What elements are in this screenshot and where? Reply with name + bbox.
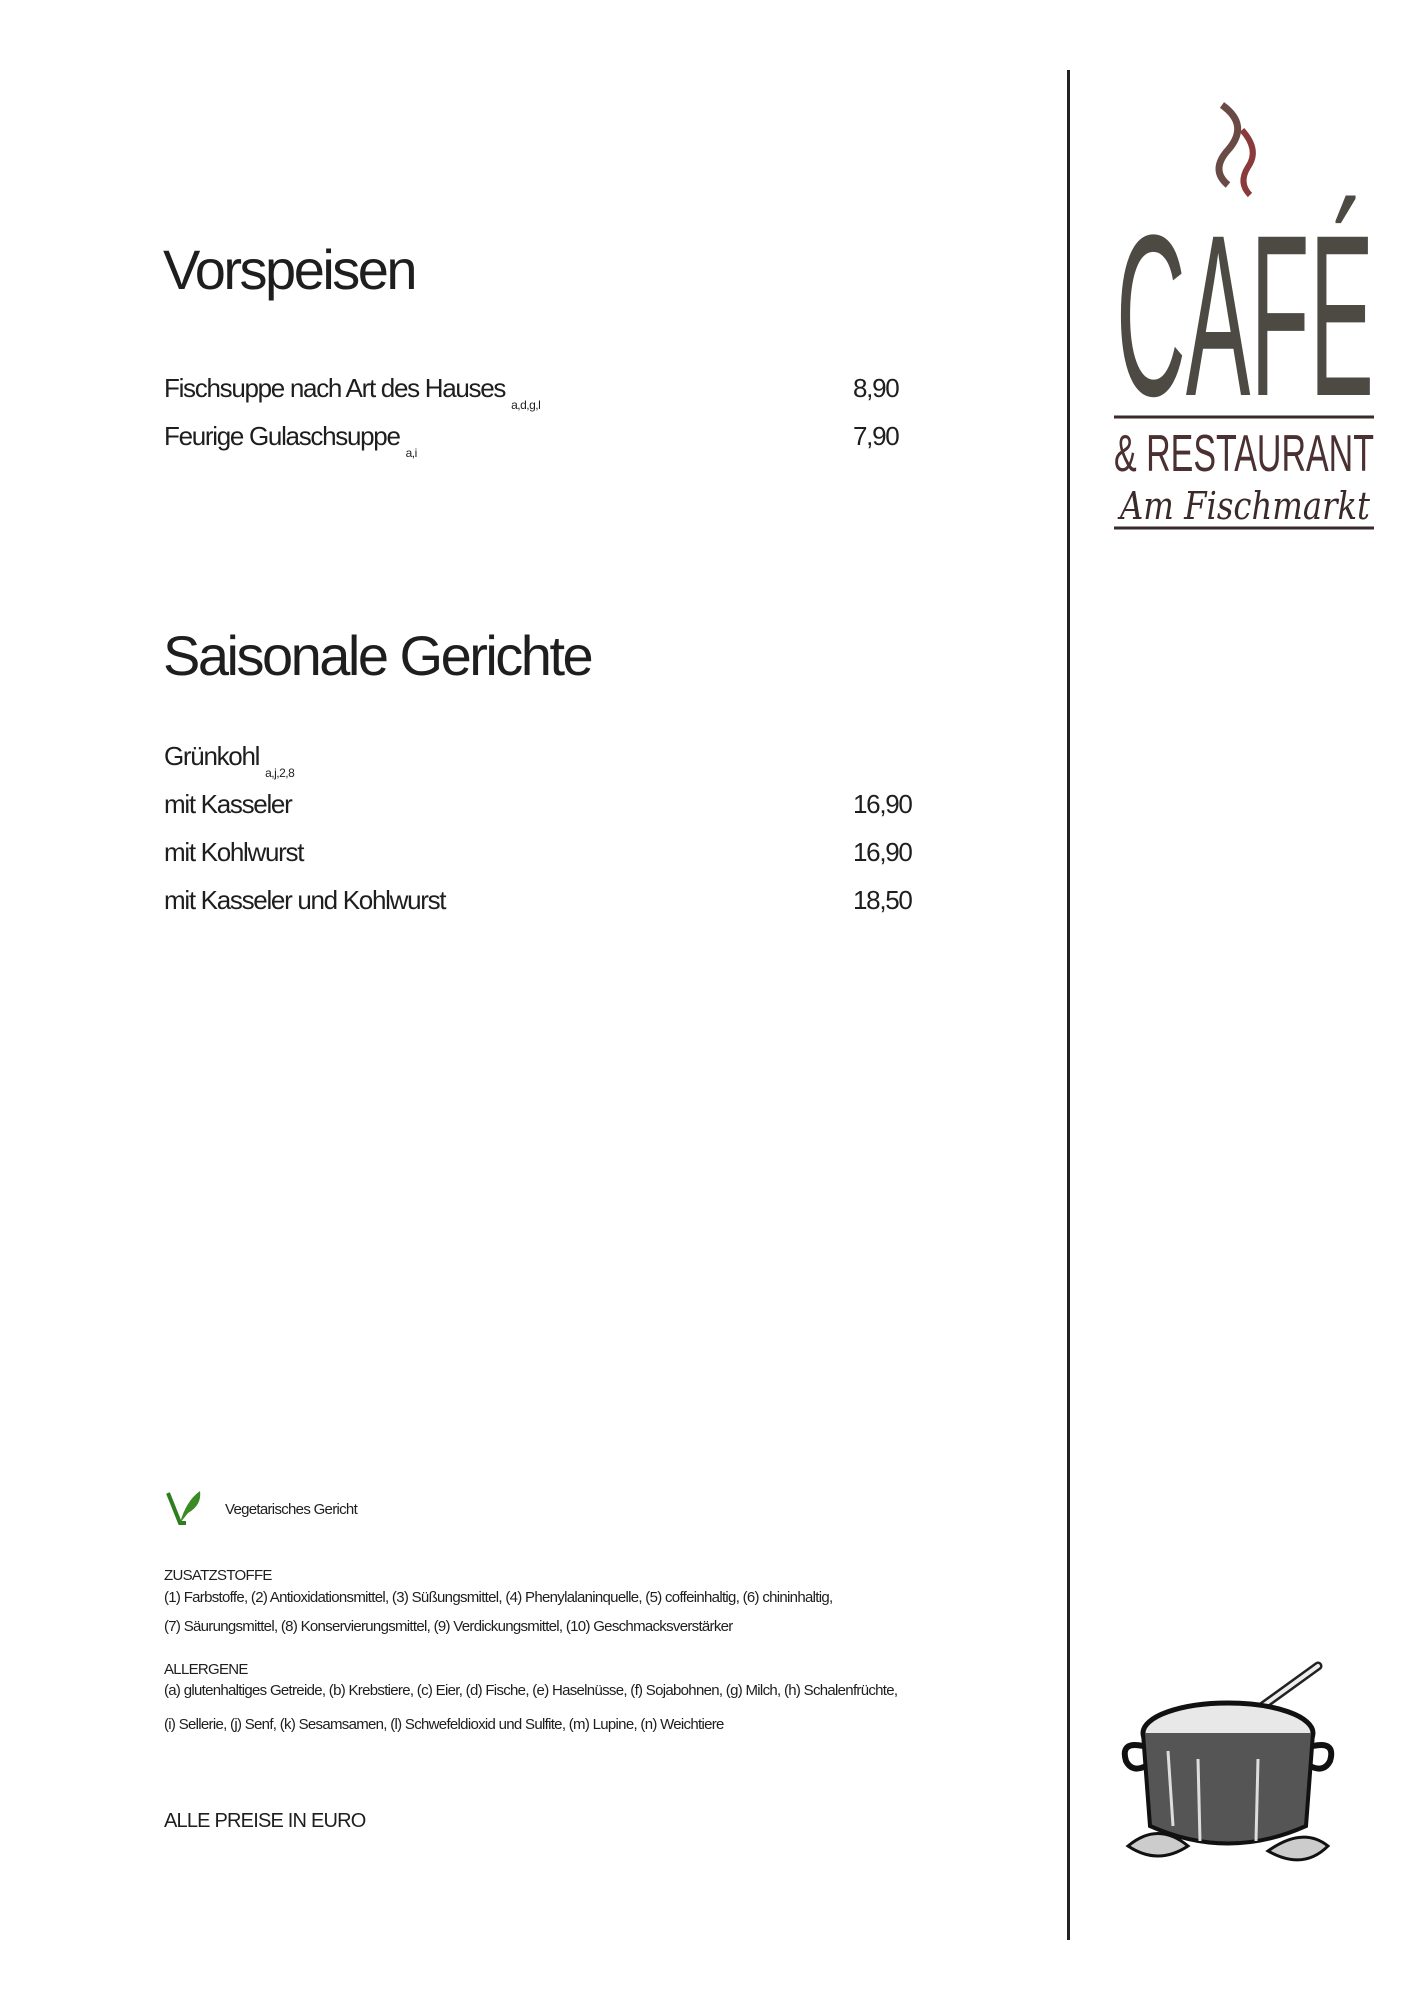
item-price: 7,90 bbox=[853, 421, 899, 451]
allergens-line: (i) Sellerie, (j) Senf, (k) Sesamsamen, (l) Schwefeldioxid und Sulfite, (m) Lupine, (n) Weichtiere bbox=[164, 1716, 724, 1733]
item-price: 18,50 bbox=[853, 885, 912, 915]
restaurant-logo bbox=[1110, 95, 1380, 540]
vegetarian-icon bbox=[164, 1487, 206, 1527]
additives-line: (1) Farbstoffe, (2) Antioxidationsmittel, (3) Süßungsmittel, (4) Phenylalaninquelle, (5) coffeinhaltig, (6) chininhaltig, bbox=[164, 1589, 833, 1606]
allergen-codes: a,d,g,l bbox=[511, 398, 541, 412]
allergens-title: ALLERGENE bbox=[164, 1661, 248, 1678]
currency-note: ALLE PREISE IN EURO bbox=[164, 1810, 366, 1832]
item-price: 8,90 bbox=[853, 373, 899, 403]
item-name: mit Kasseler und Kohlwurst bbox=[164, 885, 446, 915]
additives-title: ZUSATZSTOFFE bbox=[164, 1567, 272, 1584]
menu-item bbox=[164, 740, 295, 780]
allergens-line: (a) glutenhaltiges Getreide, (b) Krebstiere, (c) Eier, (d) Fische, (e) Haselnüsse, (f) Sojabohnen, (g) Milch, (h) Schalenfrüchte, bbox=[164, 1682, 898, 1699]
steam-icon bbox=[1219, 105, 1253, 195]
item-price: 16,90 bbox=[853, 789, 912, 819]
allergen-codes: a,i bbox=[405, 446, 417, 460]
item-name: mit Kohlwurst bbox=[164, 837, 304, 867]
item-name: mit Kasseler bbox=[164, 789, 292, 819]
logo-cafe: CAFÉ bbox=[1116, 187, 1374, 444]
item-name: Feurige Gulaschsuppe bbox=[164, 421, 400, 451]
additives-line: (7) Säurungsmittel, (8) Konservierungsmittel, (9) Verdickungsmittel, (10) Geschmacksverstärker bbox=[164, 1618, 733, 1635]
allergen-codes: a,j,2,8 bbox=[265, 766, 295, 780]
logo-restaurant: & RESTAURANT bbox=[1114, 425, 1374, 483]
section-title-saisonale-gerichte: Saisonale Gerichte bbox=[163, 624, 592, 687]
menu-item bbox=[164, 372, 541, 412]
item-name: Fischsuppe nach Art des Hauses bbox=[164, 373, 506, 403]
divider-line bbox=[1067, 70, 1070, 1940]
logo-am-fischmarkt: Am Fischmarkt bbox=[1117, 484, 1371, 528]
section-title-vorspeisen: Vorspeisen bbox=[163, 238, 416, 301]
menu-item bbox=[164, 420, 417, 460]
item-price: 16,90 bbox=[853, 837, 912, 867]
item-name: Grünkohl bbox=[164, 741, 260, 771]
cooking-pot-illustration bbox=[1118, 1661, 1338, 1876]
vegetarian-label: Vegetarisches Gericht bbox=[225, 1501, 358, 1518]
